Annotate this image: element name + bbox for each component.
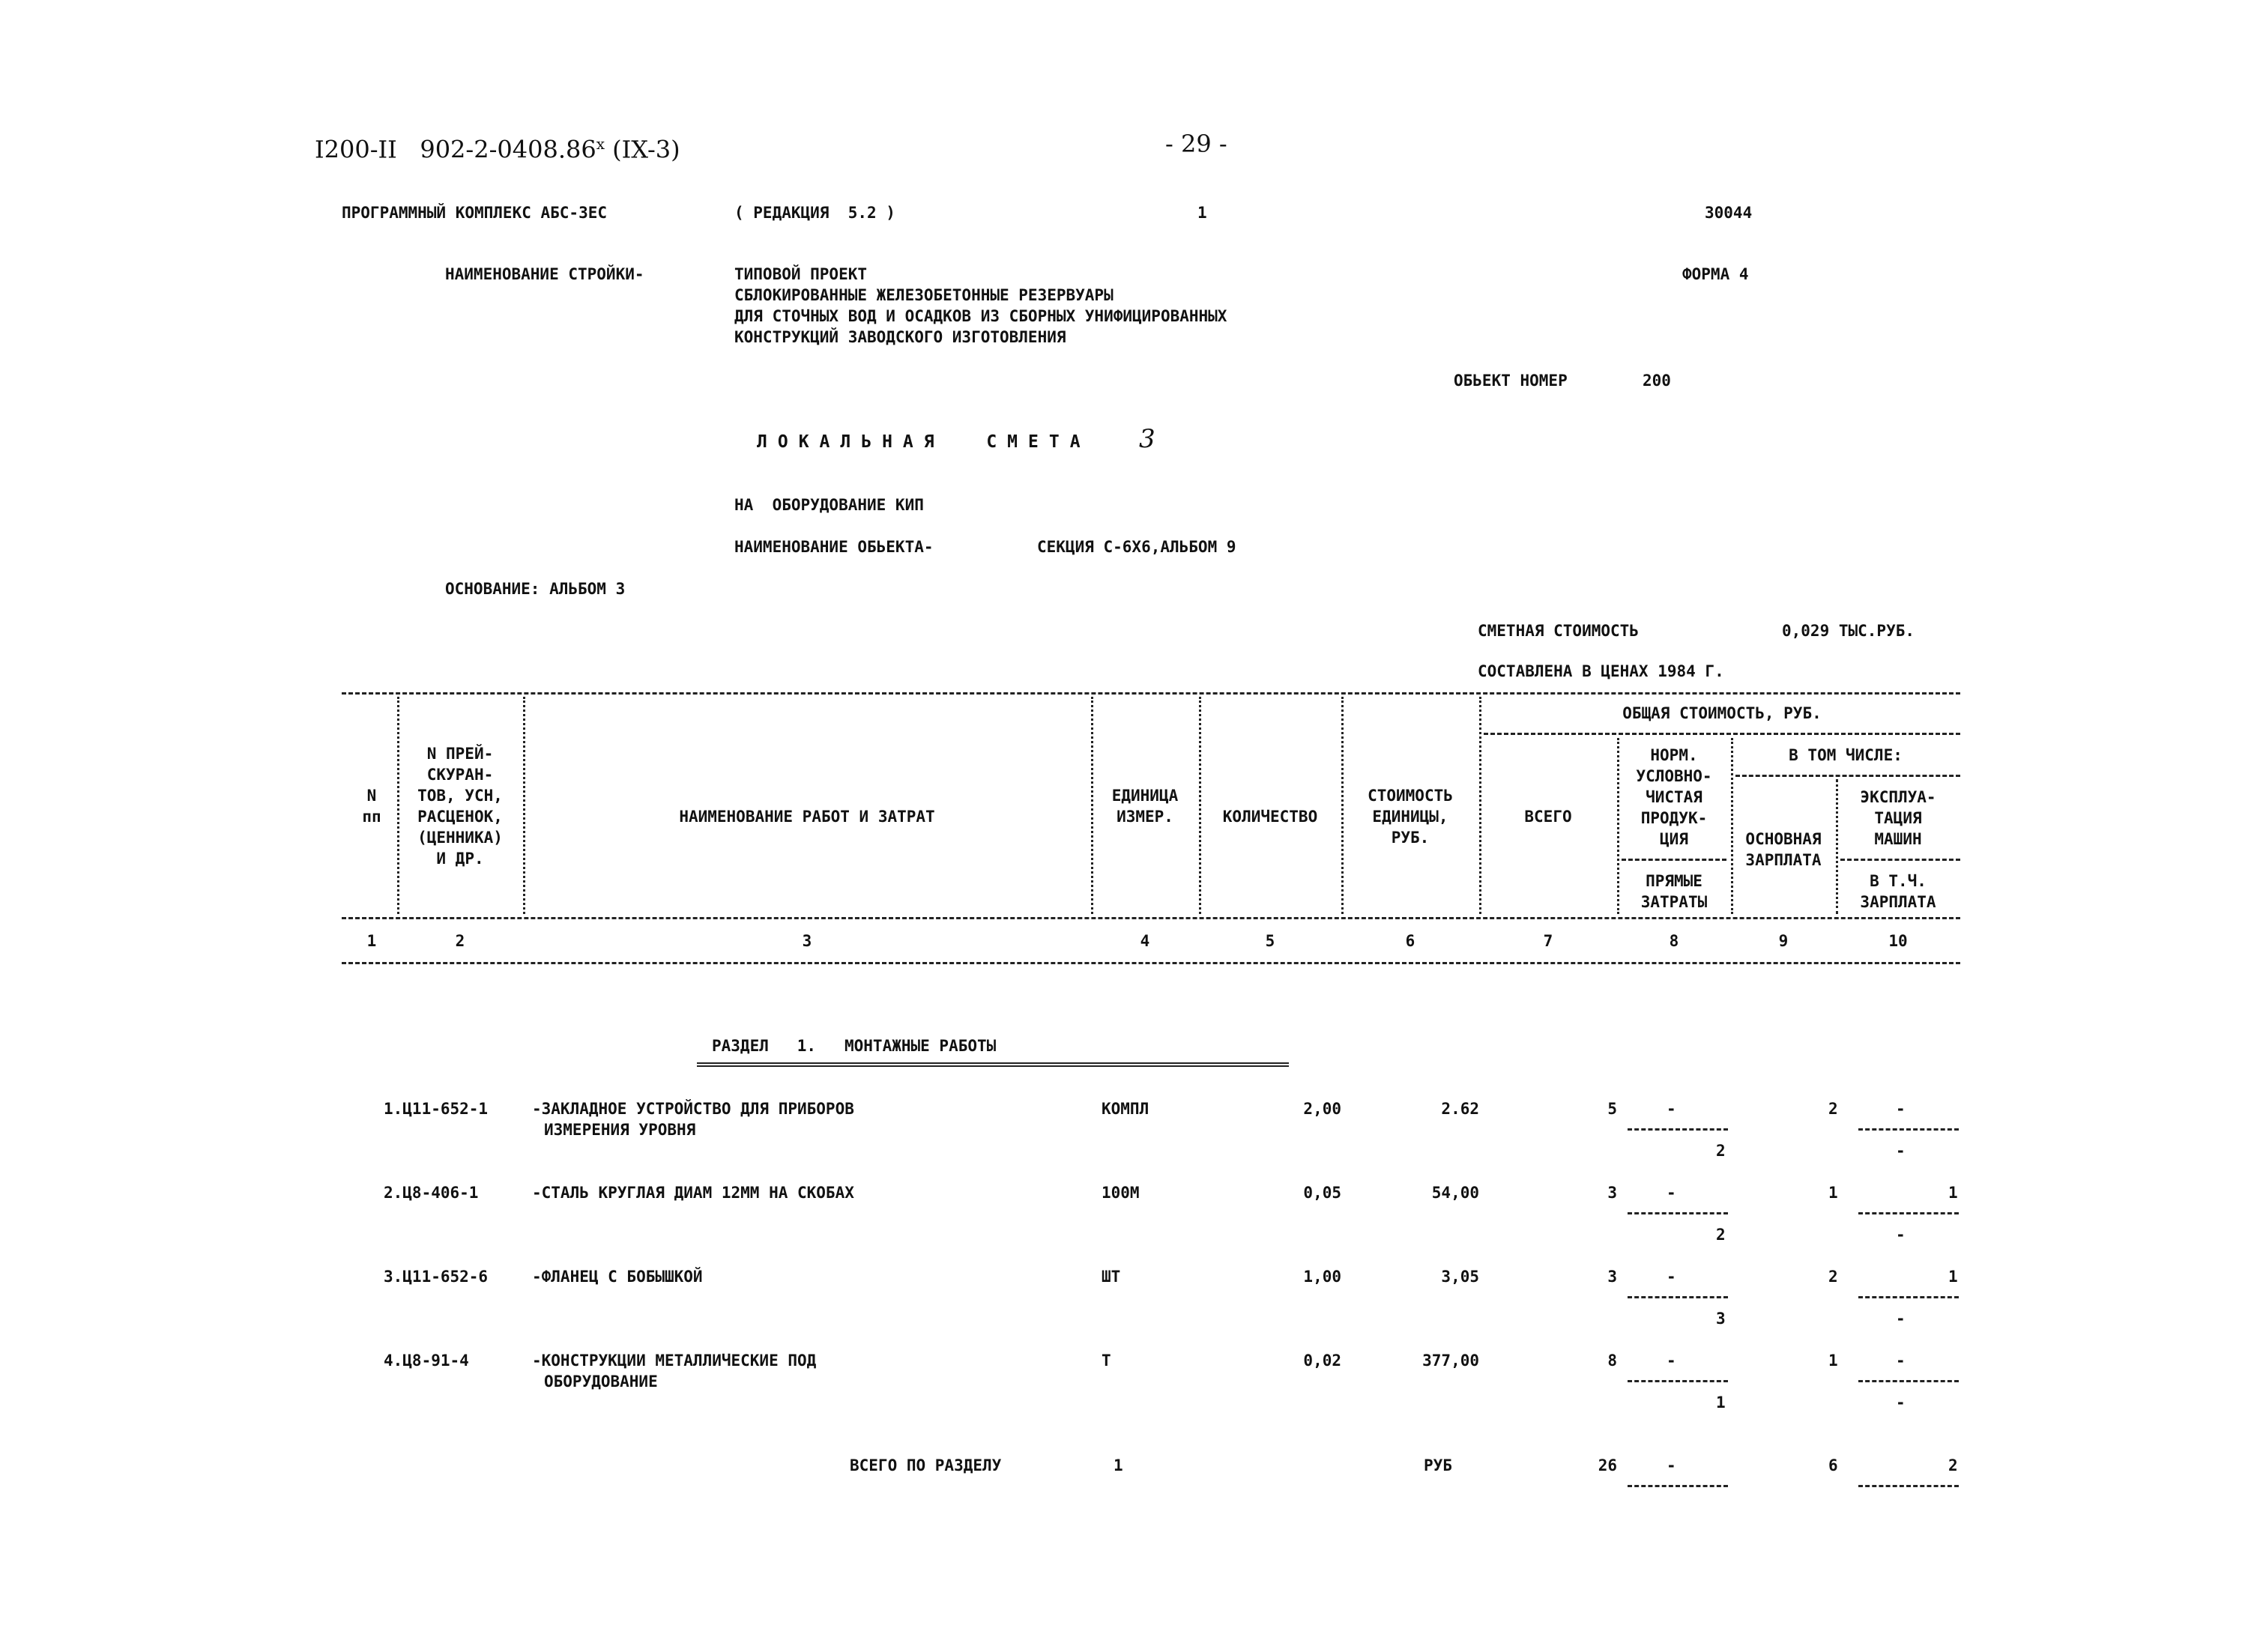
row3-price: 3,05 bbox=[1441, 1268, 1479, 1286]
row3-name: -ФЛАНЕЦ С БОБЫШКОЙ bbox=[532, 1268, 703, 1286]
row1-c10: - bbox=[1896, 1100, 1906, 1118]
row4-c10-rule bbox=[1858, 1380, 1959, 1382]
object-name-label: НАИМЕНОВАНИЕ ОБЬЕКТА- bbox=[734, 538, 934, 556]
row4-c9: 1 bbox=[1828, 1352, 1838, 1370]
row1-qty: 2,00 bbox=[1303, 1100, 1341, 1118]
basis: ОСНОВАНИЕ: АЛЬБОМ 3 bbox=[445, 580, 626, 598]
section-underline bbox=[697, 1062, 1289, 1067]
row1-code: 1.Ц11-652-1 bbox=[384, 1100, 489, 1118]
row4-c8-rule bbox=[1628, 1380, 1728, 1382]
row4-c8: - bbox=[1667, 1352, 1676, 1370]
row2-c10-rule bbox=[1858, 1212, 1959, 1214]
table-header-rule bbox=[342, 917, 1960, 919]
summary-label: ВСЕГО ПО РАЗДЕЛУ bbox=[850, 1456, 1002, 1474]
row3-c10-rule bbox=[1858, 1296, 1959, 1298]
colnum-8: 8 bbox=[1669, 932, 1679, 950]
colnum-10: 10 bbox=[1888, 932, 1908, 950]
row1-price: 2.62 bbox=[1441, 1100, 1479, 1118]
row1-c10-rule bbox=[1858, 1128, 1959, 1131]
summary-c8: - bbox=[1667, 1456, 1676, 1474]
row4-total: 8 bbox=[1607, 1352, 1617, 1370]
row2-total: 3 bbox=[1607, 1184, 1617, 1202]
row3-c8b: 3 bbox=[1716, 1310, 1726, 1328]
object-name: СЕКЦИЯ С-6Х6,АЛЬБОМ 9 bbox=[1037, 538, 1236, 556]
row4-name: -КОНСТРУКЦИИ МЕТАЛЛИЧЕСКИЕ ПОД bbox=[532, 1352, 817, 1370]
colnum-3: 3 bbox=[802, 932, 812, 950]
summary-c8-rule bbox=[1628, 1485, 1728, 1487]
row2-c8b: 2 bbox=[1716, 1226, 1726, 1244]
row3-c10b: - bbox=[1896, 1310, 1906, 1328]
row2-qty: 0,05 bbox=[1303, 1184, 1341, 1202]
construction-line-4: КОНСТРУКЦИЙ ЗАВОДСКОГО ИЗГОТОВЛЕНИЯ bbox=[734, 328, 1066, 346]
program-edition: ( РЕДАКЦИЯ 5.2 ) bbox=[734, 204, 895, 222]
col8-header: НОРМ. УСЛОВНО- ЧИСТАЯ ПРОДУК- ЦИЯ bbox=[1636, 746, 1712, 848]
row3-total: 3 bbox=[1607, 1268, 1617, 1286]
estimate-number: 3 bbox=[1139, 424, 1155, 454]
row2-c10: 1 bbox=[1948, 1184, 1958, 1202]
col7-header: ВСЕГО bbox=[1524, 808, 1572, 826]
row3-unit: ШТ bbox=[1102, 1268, 1121, 1286]
row3-qty: 1,00 bbox=[1303, 1268, 1341, 1286]
summary-c9: 6 bbox=[1828, 1456, 1838, 1474]
row2-c8: - bbox=[1667, 1184, 1676, 1202]
row2-price: 54,00 bbox=[1431, 1184, 1479, 1202]
col8b-header: ПРЯМЫЕ ЗАТРАТЫ bbox=[1640, 872, 1708, 911]
sheet-number: 1 bbox=[1197, 204, 1207, 222]
col1-header: N пп bbox=[362, 787, 381, 826]
row2-c10b: - bbox=[1896, 1226, 1906, 1244]
form-label: ФОРМА 4 bbox=[1682, 265, 1749, 283]
row4-unit: Т bbox=[1102, 1352, 1111, 1370]
table-top-rule bbox=[342, 692, 1960, 695]
total-group-rule bbox=[1484, 733, 1960, 735]
row3-code: 3.Ц11-652-6 bbox=[384, 1268, 489, 1286]
row4-c10: - bbox=[1896, 1352, 1906, 1370]
row4-qty: 0,02 bbox=[1303, 1352, 1341, 1370]
row1-name: -ЗАКЛАДНОЕ УСТРОЙСТВО ДЛЯ ПРИБОРОВ bbox=[532, 1100, 854, 1118]
total-group-header: ОБЩАЯ СТОИМОСТЬ, РУБ. bbox=[1622, 704, 1822, 722]
col-divider-4 bbox=[1199, 697, 1201, 914]
prices-note: СОСТАВЛЕНА В ЦЕНАХ 1984 Г. bbox=[1478, 662, 1724, 680]
c8-split-rule bbox=[1622, 859, 1726, 861]
cost-label: СМЕТНАЯ СТОИМОСТЬ bbox=[1478, 622, 1639, 640]
incl-header: В ТОМ ЧИСЛЕ: bbox=[1789, 746, 1903, 764]
row2-code: 2.Ц8-406-1 bbox=[384, 1184, 479, 1202]
row2-c9: 1 bbox=[1828, 1184, 1838, 1202]
table-numbers-rule bbox=[342, 962, 1960, 964]
colnum-4: 4 bbox=[1140, 932, 1150, 950]
row1-c8-rule bbox=[1628, 1128, 1728, 1131]
col2-header: N ПРЕЙ- СКУРАН- ТОВ, УСН, РАСЦЕНОК, (ЦЕННИКА) И ДР. bbox=[417, 745, 503, 868]
construction-label: НАИМЕНОВАНИЕ СТРОЙКИ- bbox=[445, 265, 644, 283]
colnum-6: 6 bbox=[1405, 932, 1415, 950]
object-label: ОБЬЕКТ НОМЕР bbox=[1454, 372, 1568, 390]
row4-c8b: 1 bbox=[1716, 1394, 1726, 1412]
section-title: РАЗДЕЛ 1. МОНТАЖНЫЕ РАБОТЫ bbox=[712, 1037, 997, 1055]
row3-c9: 2 bbox=[1828, 1268, 1838, 1286]
row1-c8b: 2 bbox=[1716, 1142, 1726, 1160]
row2-unit: 100М bbox=[1102, 1184, 1140, 1202]
estimate-subject: НА ОБОРУДОВАНИЕ КИП bbox=[734, 496, 924, 514]
row3-c10: 1 bbox=[1948, 1268, 1958, 1286]
row2-name: -СТАЛЬ КРУГЛАЯ ДИАМ 12ММ НА СКОБАХ bbox=[532, 1184, 854, 1202]
col10b-header: В Т.Ч. ЗАРПЛАТА bbox=[1860, 872, 1936, 911]
col3-header: НАИМЕНОВАНИЕ РАБОТ И ЗАТРАТ bbox=[679, 808, 935, 826]
cost-value: 0,029 ТЫС.РУБ. bbox=[1782, 622, 1915, 640]
construction-line-2: СБЛОКИРОВАННЫЕ ЖЕЛЕЗОБЕТОННЫЕ РЕЗЕРВУАРЫ bbox=[734, 286, 1114, 304]
summary-total: 26 bbox=[1598, 1456, 1617, 1474]
summary-c10: 2 bbox=[1948, 1456, 1958, 1474]
incl-rule bbox=[1735, 775, 1960, 777]
row4-name-2: ОБОРУДОВАНИЕ bbox=[544, 1373, 658, 1391]
program-name: ПРОГРАММНЫЙ КОМПЛЕКС АБС-ЗЕС bbox=[342, 204, 608, 222]
colnum-1: 1 bbox=[366, 932, 377, 950]
c10-split-rule bbox=[1840, 859, 1960, 861]
colnum-9: 9 bbox=[1778, 932, 1789, 950]
row1-total: 5 bbox=[1607, 1100, 1617, 1118]
col4-header: ЕДИНИЦА ИЗМЕР. bbox=[1111, 787, 1179, 826]
colnum-2: 2 bbox=[455, 932, 465, 950]
row3-c8-rule bbox=[1628, 1296, 1728, 1298]
row1-c10b: - bbox=[1896, 1142, 1906, 1160]
construction-line-3: ДЛЯ СТОЧНЫХ ВОД И ОСАДКОВ ИЗ СБОРНЫХ УНИФИЦИРОВАННЫХ bbox=[734, 307, 1227, 325]
col5-header: КОЛИЧЕСТВО bbox=[1222, 808, 1318, 826]
row3-c8: - bbox=[1667, 1268, 1676, 1286]
row4-code: 4.Ц8-91-4 bbox=[384, 1352, 469, 1370]
row1-c8: - bbox=[1667, 1100, 1676, 1118]
col6-header: СТОИМОСТЬ ЕДИНИЦЫ, РУБ. bbox=[1368, 787, 1453, 847]
row4-price: 377,00 bbox=[1422, 1352, 1479, 1370]
summary-c10-rule bbox=[1858, 1485, 1959, 1487]
construction-line-1: ТИПОВОЙ ПРОЕКТ bbox=[734, 265, 868, 283]
col-divider-2 bbox=[523, 697, 525, 914]
col9-header: ОСНОВНАЯ ЗАРПЛАТА bbox=[1745, 830, 1822, 869]
colnum-5: 5 bbox=[1265, 932, 1275, 950]
summary-unit: РУБ bbox=[1424, 1456, 1452, 1474]
program-code: 30044 bbox=[1705, 204, 1753, 222]
page-number: - 29 - bbox=[1165, 130, 1227, 158]
row4-c10b: - bbox=[1896, 1394, 1906, 1412]
colnum-7: 7 bbox=[1543, 932, 1553, 950]
object-number: 200 bbox=[1643, 372, 1671, 390]
col10-header: ЭКСПЛУА- ТАЦИЯ МАШИН bbox=[1860, 788, 1936, 848]
col-divider-6 bbox=[1479, 697, 1481, 914]
row1-name-2: ИЗМЕРЕНИЯ УРОВНЯ bbox=[544, 1121, 696, 1139]
sheet-code: I200-II 902-2-0408.86$^x$ (IX-3) bbox=[315, 135, 680, 164]
row2-c8-rule bbox=[1628, 1212, 1728, 1214]
row1-unit: КОМПЛ bbox=[1102, 1100, 1149, 1118]
estimate-title: ЛОКАЛЬНАЯ СМЕТА bbox=[757, 432, 1091, 452]
summary-section: 1 bbox=[1114, 1456, 1123, 1474]
row1-c9: 2 bbox=[1828, 1100, 1838, 1118]
